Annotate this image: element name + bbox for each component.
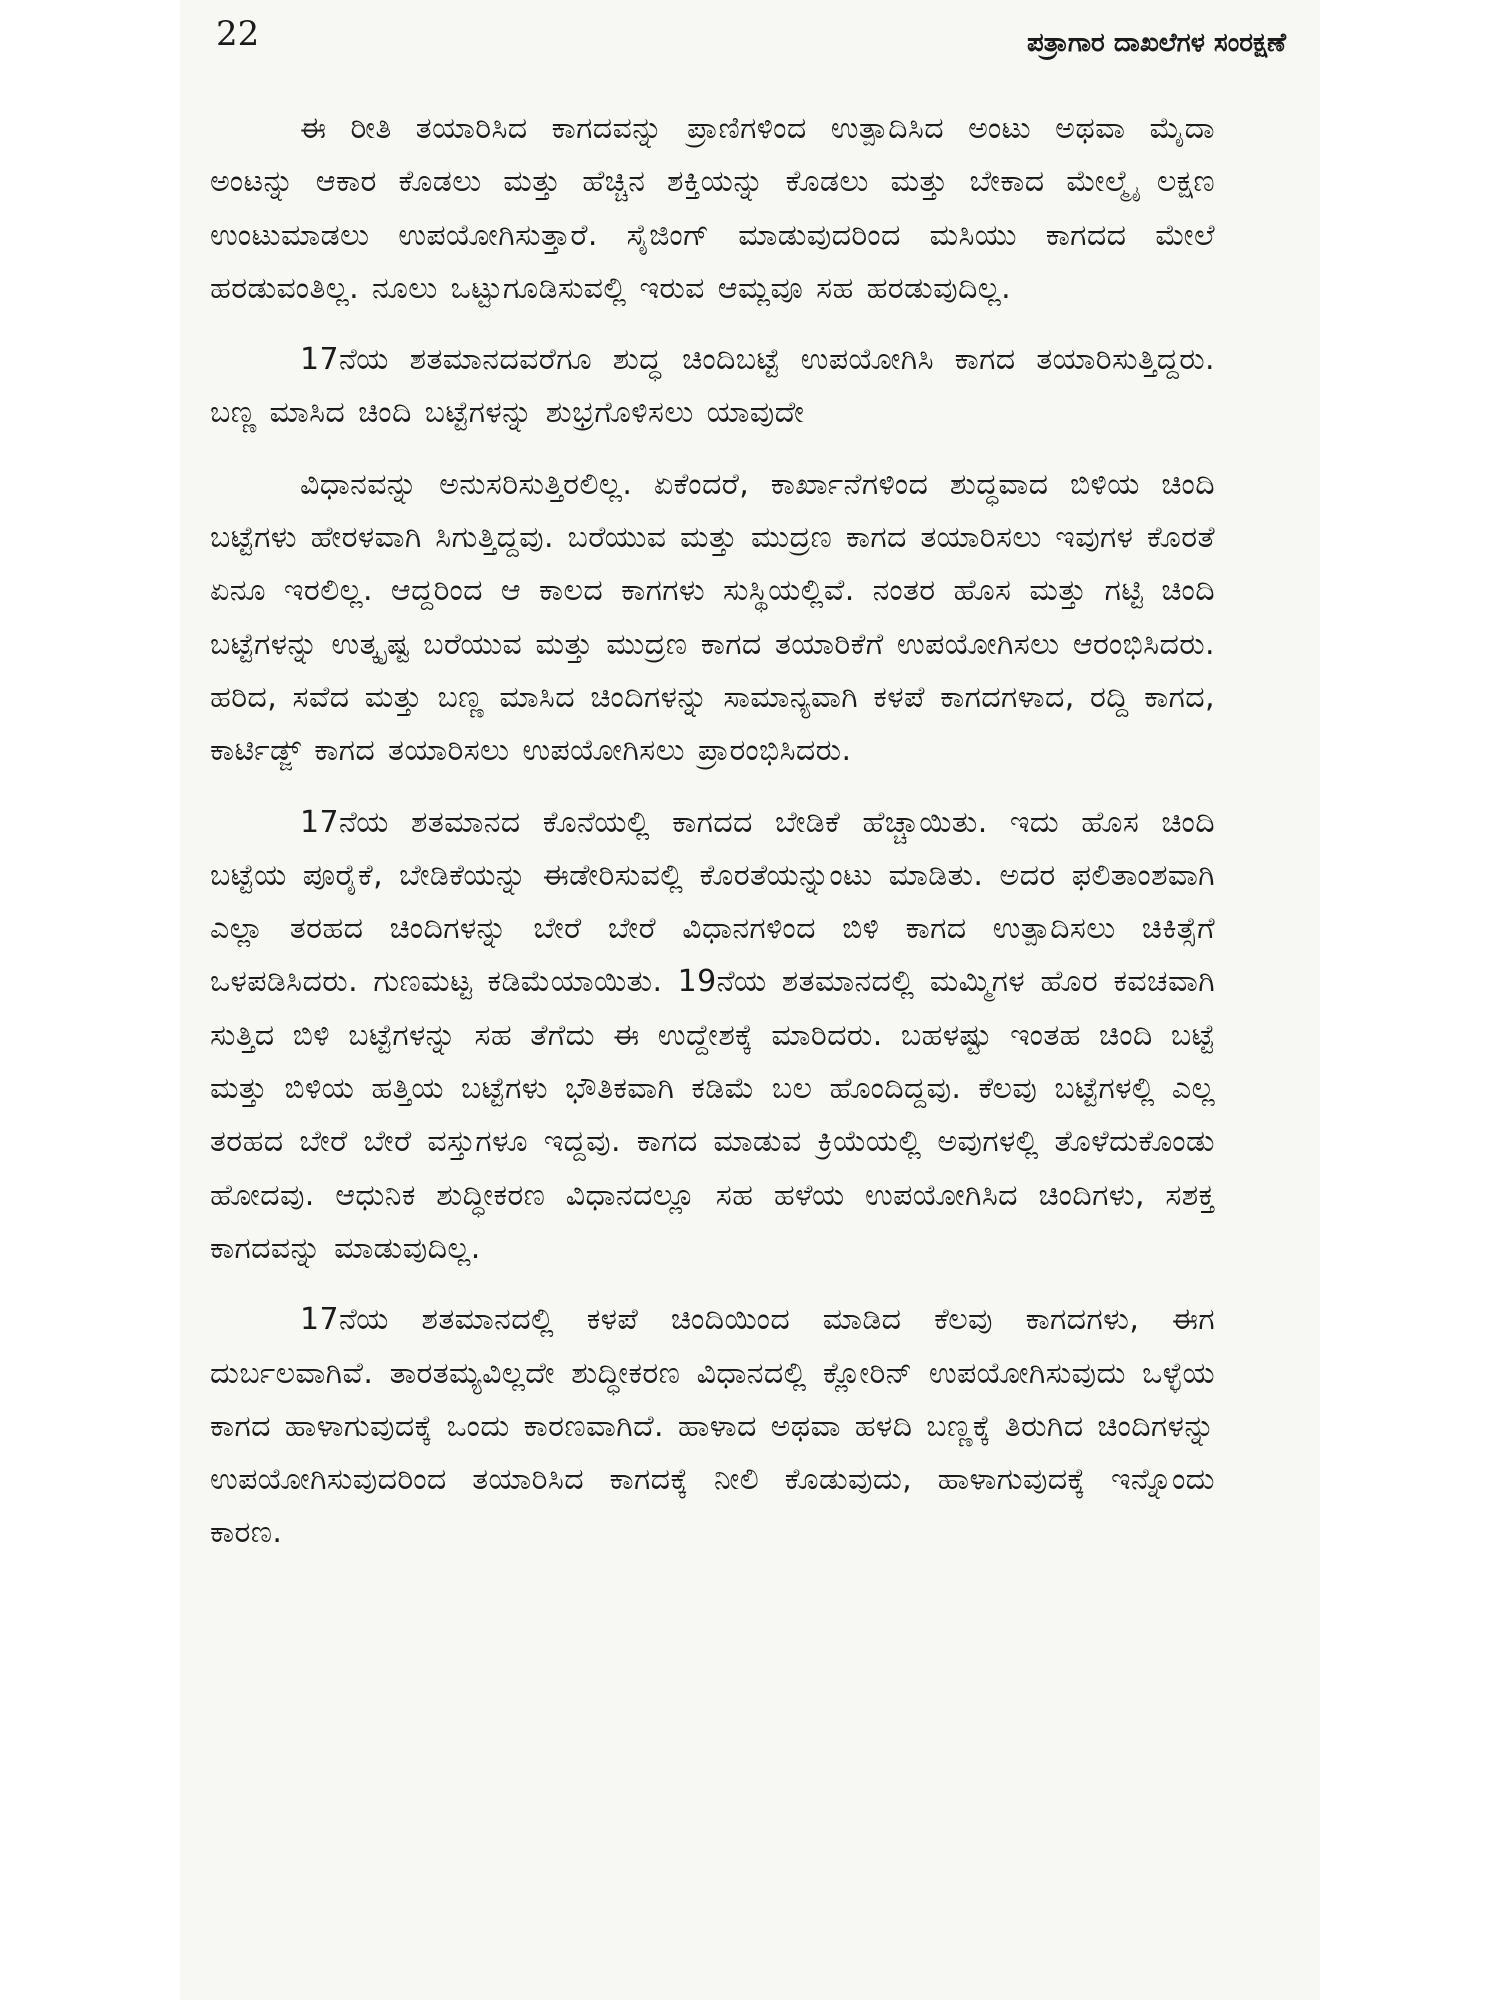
page-header bbox=[180, 12, 1320, 72]
paragraph-4: 17ನೆಯ ಶತಮಾನದ ಕೊನೆಯಲ್ಲಿ ಕಾಗದದ ಬೇಡಿಕೆ ಹೆಚ್ಚಾಯಿತು. ಇದು ಹೊಸ ಚಿಂದಿ ಬಟ್ಟೆಯ ಪೂರೈಕೆ, ಬೇಡಿಕೆಯನ್ನು ಈಡೇರಿಸುವಲ್ಲಿ ಕೊರತೆಯನ್ನುಂಟು ಮಾಡಿತು. ಅದರ ಫಲಿತಾಂಶವಾಗಿ ಎಲ್ಲಾ ತರಹದ ಚಿಂದಿಗಳನ್ನು ಬೇರೆ ಬೇರೆ ವಿಧಾನಗಳಿಂದ ಬಿಳಿ ಕಾಗದ ಉತ್ಪಾದಿಸಲು ಚಿಕಿತ್ಸೆಗೆ ಒಳಪಡಿಸಿದರು. ಗುಣಮಟ್ಟ ಕಡಿಮೆಯಾಯಿತು. 19ನೆಯ ಶತಮಾನದಲ್ಲಿ ಮಮ್ಮಿಗಳ ಹೊರ ಕವಚವಾಗಿ ಸುತ್ತಿದ ಬಿಳಿ ಬಟ್ಟೆಗಳನ್ನು ಸಹ ತೆಗೆದು ಈ ಉದ್ದೇಶಕ್ಕೆ ಮಾರಿದರು. ಬಹಳಷ್ಟು ಇಂತಹ ಚಿಂದಿ ಬಟ್ಟೆ ಮತ್ತು ಬಿಳಿಯ ಹತ್ತಿಯ ಬಟ್ಟೆಗಳು ಭೌತಿಕವಾಗಿ ಕಡಿಮೆ ಬಲ ಹೊಂದಿದ್ದವು. ಕೆಲವು ಬಟ್ಟೆಗಳಲ್ಲಿ ಎಲ್ಲ ತರಹದ ಬೇರೆ ಬೇರೆ ವಸ್ತುಗಳೂ ಇದ್ದವು. ಕಾಗದ ಮಾಡುವ ಕ್ರಿಯೆಯಲ್ಲಿ ಅವುಗಳಲ್ಲಿ ತೊಳೆದುಕೊಂಡು ಹೋದವು. ಆಧುನಿಕ ಶುದ್ಧೀಕರಣ ವಿಧಾನದಲ್ಲೂ ಸಹ ಹಳೆಯ ಉಪಯೋಗಿಸಿದ ಚಿಂದಿಗಳು, ಸಶಕ್ತ ಕಾಗದವನ್ನು ಮಾಡುವುದಿಲ್ಲ. bbox=[210, 804, 1215, 1266]
running-title: ಪತ್ರಾಗಾರ ದಾಖಲೆಗಳ ಸಂರಕ್ಷಣೆ bbox=[1027, 28, 1286, 58]
paragraph-5: 17ನೆಯ ಶತಮಾನದಲ್ಲಿ ಕಳಪೆ ಚಿಂದಿಯಿಂದ ಮಾಡಿದ ಕೆಲವು ಕಾಗದಗಳು, ಈಗ ದುರ್ಬಲವಾಗಿವೆ. ತಾರತಮ್ಯವಿಲ್ಲದೇ ಶುದ್ಧೀಕರಣ ವಿಧಾನದಲ್ಲಿ ಕ್ಲೋರಿನ್ ಉಪಯೋಗಿಸುವುದು ಒಳ್ಳೆಯ ಕಾಗದ ಹಾಳಾಗುವುದಕ್ಕೆ ಒಂದು ಕಾರಣವಾಗಿದೆ. ಹಾಳಾದ ಅಥವಾ ಹಳದಿ ಬಣ್ಣಕ್ಕೆ ತಿರುಗಿದ ಚಿಂದಿಗಳನ್ನು ಉಪಯೋಗಿಸುವುದರಿಂದ ತಯಾರಿಸಿದ ಕಾಗದಕ್ಕೆ ನೀಲಿ ಕೊಡುವುದು, ಹಾಳಾಗುವುದಕ್ಕೆ ಇನ್ನೊಂದು ಕಾರಣ. bbox=[210, 1302, 1215, 1551]
paragraph-3: ವಿಧಾನವನ್ನು ಅನುಸರಿಸುತ್ತಿರಲಿಲ್ಲ. ಏಕೆಂದರೆ, ಕಾರ್ಖಾನೆಗಳಿಂದ ಶುದ್ಧವಾದ ಬಿಳಿಯ ಚಿಂದಿ ಬಟ್ಟೆಗಳು ಹೇರಳವಾಗಿ ಸಿಗುತ್ತಿದ್ದವು. ಬರೆಯುವ ಮತ್ತು ಮುದ್ರಣ ಕಾಗದ ತಯಾರಿಸಲು ಇವುಗಳ ಕೊರತೆ ಏನೂ ಇರಲಿಲ್ಲ. ಆದ್ದರಿಂದ ಆ ಕಾಲದ ಕಾಗಗಳು ಸುಸ್ಥಿಯಲ್ಲಿವೆ. ನಂತರ ಹೊಸ ಮತ್ತು ಗಟ್ಟಿ ಚಿಂದಿ ಬಟ್ಟೆಗಳನ್ನು ಉತ್ಕೃಷ್ಟ ಬರೆಯುವ ಮತ್ತು ಮುದ್ರಣ ಕಾಗದ ತಯಾರಿಕೆಗೆ ಉಪಯೋಗಿಸಲು ಆರಂಭಿಸಿದರು. ಹರಿದ, ಸವೆದ ಮತ್ತು ಬಣ್ಣ ಮಾಸಿದ ಚಿಂದಿಗಳನ್ನು ಸಾಮಾನ್ಯವಾಗಿ ಕಳಪೆ ಕಾಗದಗಳಾದ, ರದ್ದಿ ಕಾಗದ, ಕಾರ್ಟಿಡ್ಜ್ ಕಾಗದ ತಯಾರಿಸಲು ಉಪಯೋಗಿಸಲು ಪ್ರಾರಂಭಿಸಿದರು. bbox=[210, 466, 1215, 769]
paragraph-2: 17ನೆಯ ಶತಮಾನದವರೆಗೂ ಶುದ್ಧ ಚಿಂದಿಬಟ್ಟೆ ಉಪಯೋಗಿಸಿ ಕಾಗದ ತಯಾರಿಸುತ್ತಿದ್ದರು. ಬಣ್ಣ ಮಾಸಿದ ಚಿಂದಿ ಬಟ್ಟೆಗಳನ್ನು ಶುಭ್ರಗೊಳಿಸಲು ಯಾವುದೇ bbox=[210, 342, 1215, 431]
page-number: 22 bbox=[216, 14, 260, 54]
book-page bbox=[180, 0, 1320, 2000]
body-text bbox=[210, 102, 1215, 1578]
paragraph-1: ಈ ರೀತಿ ತಯಾರಿಸಿದ ಕಾಗದವನ್ನು ಪ್ರಾಣಿಗಳಿಂದ ಉತ್ಪಾದಿಸಿದ ಅಂಟು ಅಥವಾ ಮೈದಾ ಅಂಟನ್ನು ಆಕಾರ ಕೊಡಲು ಮತ್ತು ಹೆಚ್ಚಿನ ಶಕ್ತಿಯನ್ನು ಕೊಡಲು ಮತ್ತು ಬೇಕಾದ ಮೇಲ್ಮೈ ಲಕ್ಷಣ ಉಂಟುಮಾಡಲು ಉಪಯೋಗಿಸುತ್ತಾರೆ. ಸೈಜಿಂಗ್ ಮಾಡುವುದರಿಂದ ಮಸಿಯು ಕಾಗದದ ಮೇಲೆ ಹರಡುವಂತಿಲ್ಲ. ನೂಲು ಒಟ್ಟುಗೂಡಿಸುವಲ್ಲಿ ಇರುವ ಆಮ್ಲವೂ ಸಹ ಹರಡುವುದಿಲ್ಲ. bbox=[210, 111, 1215, 306]
